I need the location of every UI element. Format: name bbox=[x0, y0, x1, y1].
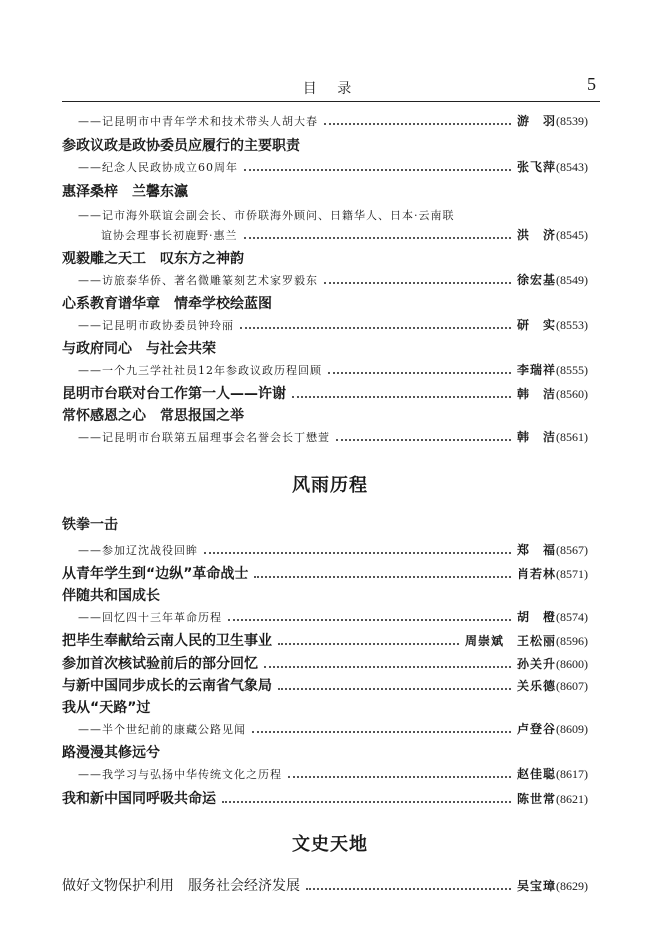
leader-dots bbox=[240, 326, 511, 329]
entry-author: 韩 洁 bbox=[516, 430, 556, 444]
toc-entry[interactable] bbox=[78, 720, 588, 742]
entry-page: (8600) bbox=[556, 657, 588, 671]
entry-subtitle: 谊协会理事长初鹿野·惠兰 bbox=[101, 229, 238, 242]
entry-page: (8555) bbox=[556, 363, 588, 377]
toc-entry[interactable] bbox=[62, 675, 588, 697]
leader-dots bbox=[324, 281, 511, 284]
entry-title: 与政府同心 与社会共荣 bbox=[62, 341, 216, 357]
entry-page: (8617) bbox=[556, 767, 588, 781]
toc-entry-title[interactable] bbox=[62, 293, 592, 315]
entry-title: 参政议政是政协委员应履行的主要职责 bbox=[62, 138, 300, 154]
leader-dots bbox=[204, 551, 511, 554]
entry-subtitle: ——回忆四十三年革命历程 bbox=[78, 611, 222, 624]
page-number: 5 bbox=[587, 74, 596, 94]
entry-page: (8560) bbox=[556, 387, 588, 401]
toc-entry[interactable] bbox=[78, 541, 588, 563]
leader-dots bbox=[264, 665, 511, 668]
leader-dots bbox=[336, 438, 511, 441]
toc-entry[interactable] bbox=[62, 630, 588, 652]
entry-subtitle: ——一个九三学社社员12年参政议政历程回顾 bbox=[78, 364, 322, 377]
entry-author: 李瑞祥 bbox=[516, 363, 556, 377]
entry-page: (8609) bbox=[556, 722, 588, 736]
entry-page: (8561) bbox=[556, 430, 588, 444]
entry-title: 昆明市台联对台工作第一人——许谢 bbox=[62, 386, 286, 402]
entry-page: (8539) bbox=[556, 114, 588, 128]
entry-subtitle: ——访旅泰华侨、著名微雕篆刻艺术家罗毅东 bbox=[78, 274, 318, 287]
entry-author: 孙关升 bbox=[516, 657, 556, 671]
entry-title: 我和新中国同呼吸共命运 bbox=[62, 791, 216, 807]
header-title: 目 录 bbox=[302, 81, 360, 97]
entry-title: 我从“天路”过 bbox=[62, 700, 151, 716]
toc-entry-title[interactable] bbox=[62, 181, 592, 203]
entry-page: (8545) bbox=[556, 228, 588, 242]
entry-author: 郑 福 bbox=[516, 543, 556, 557]
entry-author: 胡 橙 bbox=[516, 610, 556, 624]
entry-author: 周崇斌 王松丽 bbox=[464, 634, 556, 648]
toc-entry[interactable] bbox=[62, 875, 588, 897]
header-rule bbox=[62, 101, 600, 102]
entry-author: 张飞萍 bbox=[516, 160, 556, 174]
toc-entry[interactable] bbox=[78, 316, 588, 338]
entry-title: 参加首次核试验前后的部分回忆 bbox=[62, 656, 258, 672]
entry-author: 陈世常 bbox=[516, 792, 556, 806]
entry-subtitle: ——半个世纪前的康藏公路见闻 bbox=[78, 723, 246, 736]
entry-page: (8607) bbox=[556, 679, 588, 693]
entry-subtitle: ——记昆明市台联第五届理事会名誉会长丁懋萱 bbox=[78, 431, 330, 444]
toc-entry-title[interactable] bbox=[62, 697, 592, 719]
leader-dots bbox=[328, 371, 511, 374]
toc-entry[interactable] bbox=[62, 563, 588, 585]
entry-author: 韩 洁 bbox=[516, 387, 556, 401]
leader-dots bbox=[292, 395, 511, 398]
leader-dots bbox=[278, 687, 511, 690]
entry-subtitle: ——记昆明市政协委员钟玲丽 bbox=[78, 319, 234, 332]
leader-dots bbox=[252, 730, 511, 733]
toc-entry-title[interactable] bbox=[62, 405, 592, 427]
entry-title: 路漫漫其修远兮 bbox=[62, 745, 160, 761]
entry-page: (8549) bbox=[556, 273, 588, 287]
toc-entry[interactable] bbox=[78, 271, 588, 293]
toc-entry-title[interactable] bbox=[62, 338, 592, 360]
entry-page: (8621) bbox=[556, 792, 588, 806]
toc-entry[interactable] bbox=[78, 428, 588, 450]
entry-title: 做好文物保护利用 服务社会经济发展 bbox=[62, 878, 300, 894]
entry-author: 研 实 bbox=[516, 318, 556, 332]
leader-dots bbox=[254, 575, 511, 578]
toc-entry-title[interactable] bbox=[62, 135, 592, 157]
toc-entry[interactable] bbox=[78, 112, 588, 134]
entry-page: (8543) bbox=[556, 160, 588, 174]
toc-entry[interactable] bbox=[62, 653, 588, 675]
entry-title: 常怀感恩之心 常思报国之举 bbox=[62, 408, 244, 424]
toc-entry[interactable] bbox=[78, 608, 588, 630]
entry-subtitle: ——记市海外联谊会副会长、市侨联海外顾问、日籍华人、日本·云南联 bbox=[78, 209, 455, 222]
entry-title: 把毕生奉献给云南人民的卫生事业 bbox=[62, 633, 272, 649]
entry-author: 徐宏基 bbox=[516, 273, 556, 287]
entry-page: (8574) bbox=[556, 610, 588, 624]
leader-dots bbox=[306, 887, 511, 890]
toc-entry-title[interactable] bbox=[62, 514, 592, 536]
toc-entry-title[interactable] bbox=[62, 585, 592, 607]
entry-title: 与新中国同步成长的云南省气象局 bbox=[62, 678, 272, 694]
toc-entry[interactable] bbox=[62, 788, 588, 810]
leader-dots bbox=[222, 800, 511, 803]
leader-dots bbox=[244, 168, 511, 171]
entry-page: (8629) bbox=[556, 879, 588, 893]
entry-title: 伴随共和国成长 bbox=[62, 588, 160, 604]
toc-entry[interactable] bbox=[101, 226, 588, 248]
entry-page: (8571) bbox=[556, 567, 588, 581]
entry-author: 洪 济 bbox=[516, 228, 556, 242]
leader-dots bbox=[278, 642, 459, 645]
entry-author: 赵佳聪 bbox=[516, 767, 556, 781]
toc-entry-title[interactable] bbox=[62, 742, 592, 764]
entry-page: (8553) bbox=[556, 318, 588, 332]
leader-dots bbox=[228, 618, 511, 621]
toc-entry[interactable] bbox=[62, 383, 588, 405]
entry-subtitle: ——记昆明市中青年学术和技术带头人胡大春 bbox=[78, 115, 318, 128]
toc-entry-title[interactable] bbox=[62, 248, 592, 270]
section-heading: 文史天地 bbox=[292, 834, 368, 855]
section-heading: 风雨历程 bbox=[292, 475, 368, 496]
entry-author: 关乐德 bbox=[516, 679, 556, 693]
entry-author: 游 羽 bbox=[516, 114, 556, 128]
leader-dots bbox=[288, 775, 511, 778]
leader-dots bbox=[324, 122, 511, 125]
toc-entry[interactable] bbox=[78, 765, 588, 787]
entry-author: 卢登谷 bbox=[516, 722, 556, 736]
entry-subtitle: ——纪念人民政协成立60周年 bbox=[78, 161, 238, 174]
entry-title: 惠泽桑梓 兰馨东瀛 bbox=[62, 184, 188, 200]
entry-subtitle: ——我学习与弘扬中华传统文化之历程 bbox=[78, 768, 282, 781]
page-header bbox=[62, 74, 600, 100]
entry-subtitle: ——参加辽沈战役回眸 bbox=[78, 544, 198, 557]
entry-title: 观毅雕之天工 叹东方之神韵 bbox=[62, 251, 244, 267]
entry-page: (8596) bbox=[556, 634, 588, 648]
toc-entry[interactable] bbox=[78, 158, 588, 180]
entry-page: (8567) bbox=[556, 543, 588, 557]
toc-entry[interactable] bbox=[78, 361, 588, 383]
leader-dots bbox=[244, 236, 511, 239]
entry-title: 从青年学生到“边纵”革命战士 bbox=[62, 566, 249, 582]
entry-title: 心系教育谱华章 情牵学校绘蓝图 bbox=[62, 296, 272, 312]
entry-author: 吴宝璋 bbox=[516, 879, 556, 893]
entry-author: 肖若林 bbox=[516, 567, 556, 581]
entry-title: 铁拳一击 bbox=[62, 517, 118, 533]
